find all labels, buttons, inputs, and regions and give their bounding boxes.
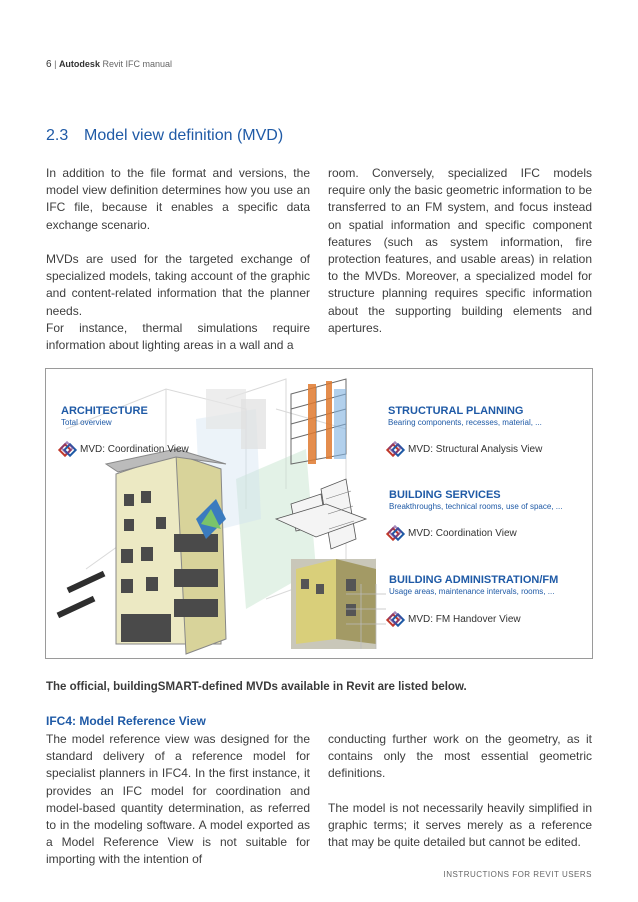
ifc4-left-column xyxy=(46,731,310,869)
administration-title: BUILDING ADMINISTRATION/FM xyxy=(389,574,559,586)
section-title: Model view definition (MVD) xyxy=(84,127,284,144)
administration-label xyxy=(389,574,558,596)
buildingsmart-logo-icon xyxy=(388,612,402,626)
intro-paragraph: For instance, thermal simulations require information about lighting areas in a wall and a xyxy=(46,320,310,353)
structural-title: STRUCTURAL PLANNING xyxy=(388,405,524,417)
ifc4-heading: IFC4: Model Reference View xyxy=(46,714,206,728)
services-title: BUILDING SERVICES xyxy=(389,489,501,501)
structural-mvd xyxy=(388,442,542,456)
architecture-label xyxy=(61,405,148,427)
structural-mvd-text: MVD: Structural Analysis View xyxy=(408,443,543,455)
administration-mvd-text: MVD: FM Handover View xyxy=(408,613,521,625)
header-brand: Autodesk xyxy=(58,59,100,69)
intro-left-column xyxy=(46,165,310,354)
architecture-mvd-text: MVD: Coordination View xyxy=(80,443,189,455)
buildingsmart-logo-icon xyxy=(388,442,402,456)
services-label xyxy=(389,489,562,511)
ifc4-paragraph: conducting further work on the geometry, as it contains only the most essential geometric definitions. xyxy=(328,732,592,781)
buildingsmart-logo-icon xyxy=(388,526,402,540)
architecture-title: ARCHITECTURE xyxy=(61,405,148,417)
page-header xyxy=(46,59,172,70)
services-mvd-text: MVD: Coordination View xyxy=(408,527,517,539)
header-separator: | xyxy=(54,59,57,69)
intro-right-column xyxy=(328,165,592,337)
buildingsmart-logo-icon xyxy=(60,442,74,456)
mvd-figure xyxy=(45,368,593,659)
mvd-list-intro: The official, buildingSMART-defined MVDs available in Revit are listed below. xyxy=(46,681,467,693)
intro-paragraph: In addition to the file format and versions, the model view definition determines how you use an IFC file, because it enables a specific data exchange scenario. xyxy=(46,166,310,232)
services-subtitle: Breakthroughs, technical rooms, use of space, ... xyxy=(389,502,563,511)
administration-subtitle: Usage areas, maintenance intervals, rooms, ... xyxy=(389,587,555,596)
structural-label xyxy=(388,405,542,427)
intro-paragraph: MVDs are used for the targeted exchange of specialized models, taking account of the graphic and content-related information that the planner needs. xyxy=(46,252,310,318)
ifc4-paragraph: The model reference view was designed for the standard delivery of a reference model for specialist planners in IFC4. In the first instance, it provides an IFC model for coordination and model-based quantity determination, as referred to in the modeling software. A model exported as a Model Reference View is not suitable for importing with the intention of xyxy=(46,732,310,867)
architecture-subtitle: Total overview xyxy=(61,418,112,427)
intro-paragraph: room. Conversely, specialized IFC models require only the basic geometric information to be transferred to an FM system, and focus instead on spatial information and specific component features (such as system information, fire protection features, and usable areas) in relation to the MVDs. Moreover, a specialized model for structure planning requires specific information about the supporting building elements and apertures. xyxy=(328,166,592,335)
section-heading xyxy=(46,127,283,145)
administration-mvd xyxy=(388,612,521,626)
section-number: 2.3 xyxy=(46,127,69,144)
page-number: 6 xyxy=(46,59,52,70)
header-title: Revit IFC manual xyxy=(102,59,172,69)
services-mvd xyxy=(388,526,517,540)
ifc4-right-column xyxy=(328,731,592,851)
ifc4-paragraph: The model is not necessarily heavily simplified in graphic terms; it serves merely as a reference that may be quite detailed but cannot be edited. xyxy=(328,800,592,850)
page-footer: INSTRUCTIONS FOR REVIT USERS xyxy=(443,870,592,879)
architecture-mvd xyxy=(60,442,189,456)
structural-subtitle: Bearing components, recesses, material, ... xyxy=(388,418,542,427)
